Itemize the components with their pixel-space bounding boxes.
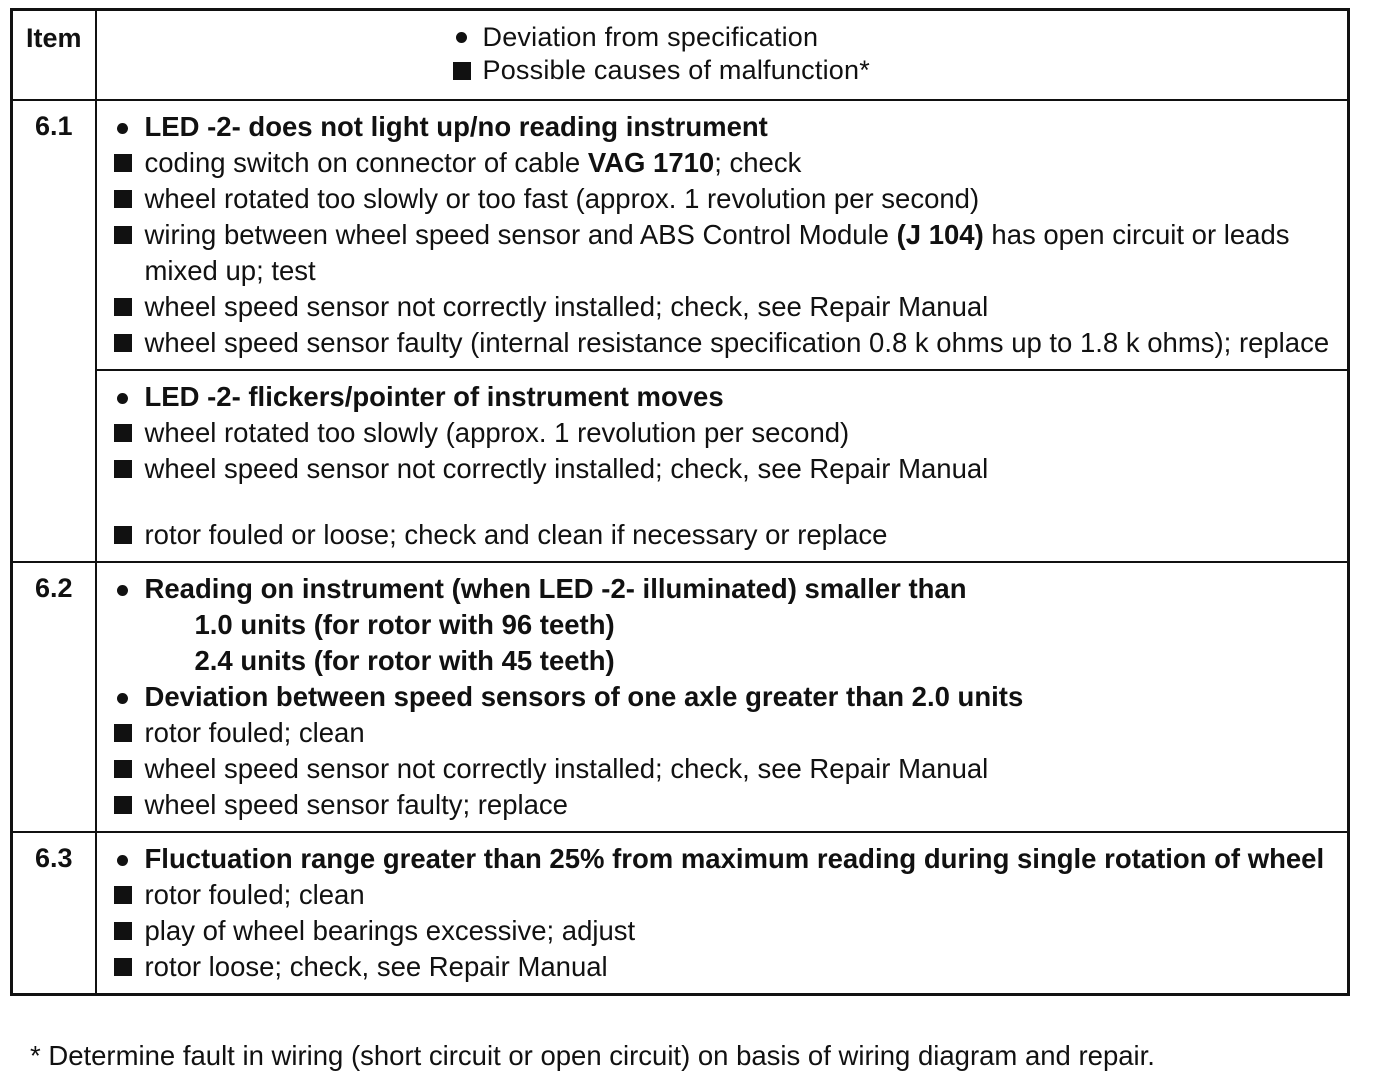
cause-line: rotor fouled or loose; check and clean if necessary or replace [109,517,1338,553]
table-row [12,832,1349,995]
cause-line: wheel speed sensor faulty (internal resistance specification 0.8 k ohms up to 1.8 k ohms); replace [109,325,1338,361]
dot-bullet-icon [117,585,128,596]
square-bullet-icon [114,226,132,244]
square-bullet-icon [114,154,132,172]
square-bullet-icon [114,760,132,778]
cause-line: play of wheel bearings excessive; adjust [109,913,1338,949]
deviation-line: Deviation between speed sensors of one axle greater than 2.0 units [109,679,1338,715]
cause-line: rotor fouled; clean [109,877,1338,913]
square-bullet-icon [453,62,471,80]
item-details [96,100,1349,370]
square-bullet-icon [114,796,132,814]
cause-line: wiring between wheel speed sensor and ABS Control Module (J 104) has open circuit or leads mixed up; test [109,217,1338,289]
cause-line: wheel rotated too slowly (approx. 1 revolution per second) [109,415,1338,451]
item-details [96,562,1349,832]
square-bullet-icon [114,922,132,940]
square-bullet-icon [114,424,132,442]
table-row [12,370,1349,562]
cause-line: wheel speed sensor faulty; replace [109,787,1338,823]
item-number: 6.1 [12,100,96,562]
cause-line: rotor fouled; clean [109,715,1338,751]
square-bullet-icon [114,886,132,904]
square-bullet-icon [114,190,132,208]
dot-bullet-icon [117,693,128,704]
table-row [12,100,1349,370]
cause-line: wheel rotated too slowly or too fast (approx. 1 revolution per second) [109,181,1338,217]
square-bullet-icon [114,526,132,544]
item-number: 6.2 [12,562,96,832]
legend-deviation: Deviation from specification [449,21,1348,54]
dot-bullet-icon [117,855,128,866]
deviation-subline: 2.4 units (for rotor with 45 teeth) [194,645,615,676]
diagnosis-table [10,8,1350,996]
square-bullet-icon [114,958,132,976]
legend-causes: Possible causes of malfunction* [449,54,1348,87]
cause-line: wheel speed sensor not correctly installed; check, see Repair Manual [109,751,1338,787]
cause-line: wheel speed sensor not correctly installed; check, see Repair Manual [109,289,1338,325]
item-details [96,832,1349,995]
square-bullet-icon [114,334,132,352]
table-header-row [12,10,1349,101]
table-row [12,562,1349,832]
item-column-header: Item [12,10,96,101]
dot-bullet-icon [117,123,128,134]
square-bullet-icon [114,460,132,478]
legend-header [96,10,1349,101]
deviation-line: Fluctuation range greater than 25% from maximum reading during single rotation of wheel [109,841,1338,877]
deviation-line: Reading on instrument (when LED -2- illuminated) smaller than [109,571,1338,607]
deviation-subline: 1.0 units (for rotor with 96 teeth) [194,609,615,640]
square-bullet-icon [114,724,132,742]
cause-line: coding switch on connector of cable VAG 1710; check [109,145,1338,181]
dot-bullet-icon [456,32,467,43]
item-number: 6.3 [12,832,96,995]
cause-line: wheel speed sensor not correctly installed; check, see Repair Manual [109,451,1338,487]
deviation-line: LED -2- flickers/pointer of instrument moves [109,379,1338,415]
cause-line: rotor loose; check, see Repair Manual [109,949,1338,985]
square-bullet-icon [114,298,132,316]
item-details [96,370,1349,562]
footnote: * Determine fault in wiring (short circuit or open circuit) on basis of wiring diagram and repair. [30,1040,1155,1071]
deviation-line: LED -2- does not light up/no reading instrument [109,109,1338,145]
dot-bullet-icon [117,393,128,404]
